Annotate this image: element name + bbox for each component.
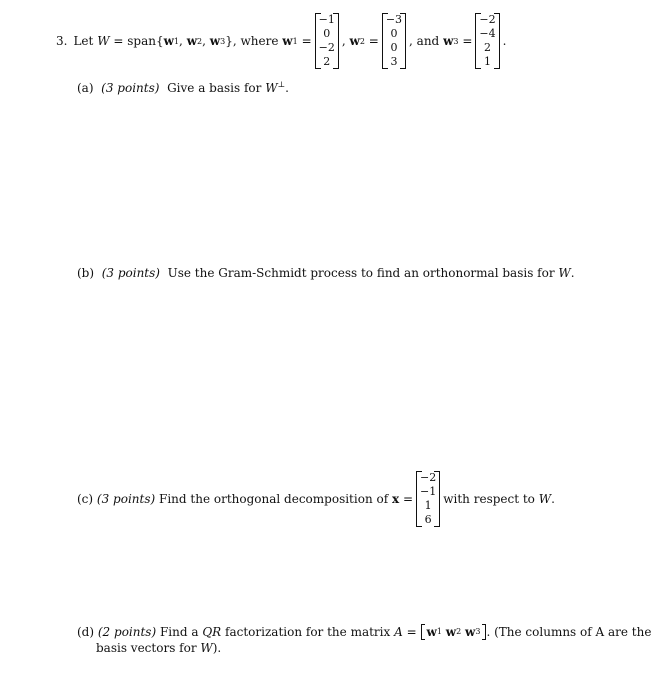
w3-sub: 3 [220,36,226,46]
part-c-text: Find the orthogonal decomposition of [159,492,389,506]
part-b-text: Use the Gram-Schmidt process to find an orthonormal basis for [167,266,555,280]
w2-sub-def: 2 [359,36,365,46]
vector-entry: 6 [424,513,432,526]
w2-symbol: w [186,34,198,48]
equals-sign: = [406,625,417,639]
vector-w1 [315,13,339,69]
vector-entry: −1 [420,485,437,498]
vector-w2 [382,13,406,69]
w1-sub-def: 1 [292,36,298,46]
part-b-points: (3 points) [101,266,160,280]
part-d-note: . (The columns of A are the [486,625,652,639]
A-symbol: A [394,625,403,639]
vector-entry: 0 [390,27,398,40]
part-a-points: (3 points) [101,81,160,95]
equals-sign: = [301,34,312,48]
part-d-text1: Find a [159,625,199,639]
w-symbol: w [426,625,437,639]
w1-sub: 1 [173,36,180,46]
matrix-A [421,624,487,640]
part-d [77,624,651,656]
part-d-line-2 [77,640,651,656]
part-a-label: (a) [77,81,94,95]
W-symbol: W [97,34,110,48]
w-symbol: w [445,625,457,639]
part-c [77,466,555,532]
w-sub: 1 [436,627,442,636]
part-b [77,266,575,280]
W-symbol: W [200,641,213,655]
W-symbol: W [265,81,278,95]
vector-entry: 1 [484,55,492,68]
w3-symbol: w [209,34,221,48]
vector-entry: −2 [479,13,496,26]
where-text: where [240,34,279,48]
w2-symbol-def: w [349,34,360,48]
QR-symbol: QR [202,625,222,639]
period: . [502,34,507,48]
equals-sign: = [402,492,414,506]
w-sub: 3 [475,627,481,636]
close-brace: }, [225,34,237,48]
comma: , [202,34,206,48]
vector-entry: −4 [479,27,496,40]
part-d-line2-end: ). [212,641,222,655]
period: . [551,492,555,506]
x-symbol: x [391,492,400,506]
comma: , [179,34,183,48]
vector-entry: −2 [318,41,335,54]
vector-entry: −1 [318,13,335,26]
part-d-text2: factorization for the matrix [225,625,391,639]
W-symbol: W [538,492,552,506]
equals-sign: = [113,34,124,48]
equals-sign: = [368,34,379,48]
vector-entry: 0 [390,41,398,54]
span-text: span{ [127,34,164,48]
equals-sign: = [462,34,473,48]
w-sub: 2 [456,627,462,636]
part-d-label: (d) [77,625,95,639]
let-text: Let [73,34,94,48]
period: . [285,81,289,95]
vector-w3 [475,13,499,69]
w1-symbol: w [163,34,174,48]
part-c-points: (3 points) [96,492,156,506]
part-d-points: (2 points) [97,625,157,639]
vector-entry: 2 [323,55,331,68]
part-d-line-1 [77,624,651,640]
w-symbol: w [465,625,476,639]
w2-sub: 2 [197,36,203,46]
problem-statement [56,6,506,76]
part-d-line2-text: basis vectors for [96,641,197,655]
vector-entry: 1 [424,499,432,512]
vector-entry: 2 [484,41,492,54]
period: . [570,266,575,280]
part-a [77,80,289,95]
and-text: , and [409,34,440,48]
comma: , [341,34,346,48]
w3-sub-def: 3 [453,36,459,46]
w3-symbol-def: w [443,34,454,48]
vector-entry: 3 [390,55,398,68]
part-c-after: with respect to [443,492,535,506]
vector-x [416,471,440,527]
vector-entry: −2 [420,471,437,484]
perp-symbol: ⊥ [277,80,286,89]
part-c-label: (c) [77,492,94,506]
vector-entry: −3 [385,13,403,26]
part-b-label: (b) [77,266,95,280]
vector-entry: 0 [323,27,331,40]
part-a-text: Give a basis for [167,81,262,95]
problem-number: 3. [56,34,68,48]
w1-symbol-def: w [282,34,293,48]
W-symbol: W [558,266,571,280]
